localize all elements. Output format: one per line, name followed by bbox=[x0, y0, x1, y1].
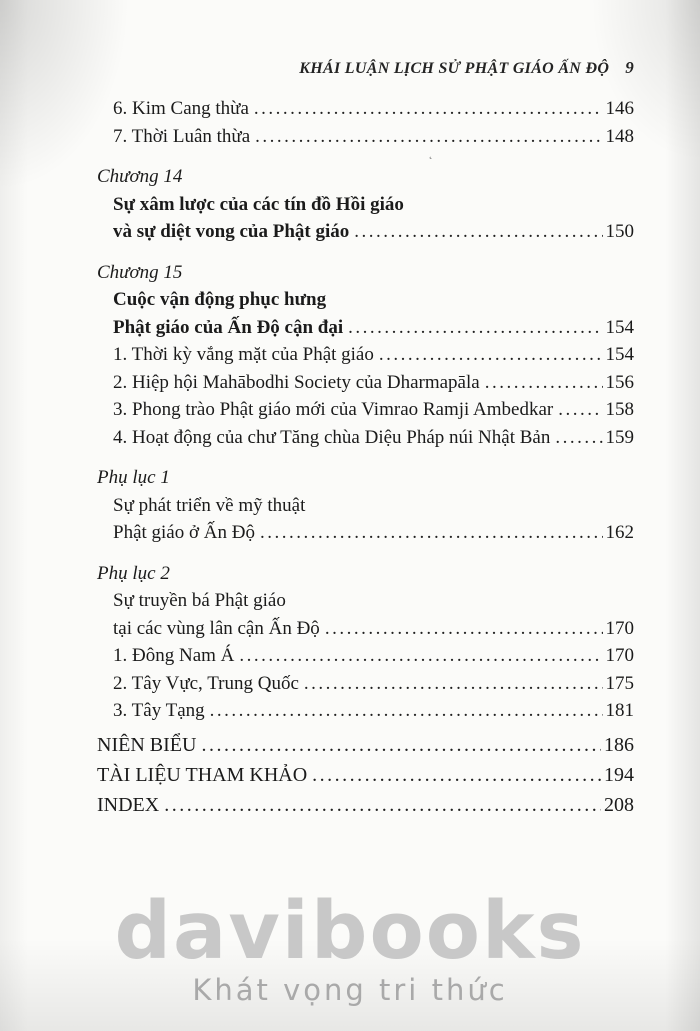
toc-dot-leader bbox=[255, 123, 602, 151]
toc-dot-leader bbox=[164, 790, 601, 820]
toc-entry-text: 6. Kim Cang thừa bbox=[113, 98, 249, 119]
running-header bbox=[97, 58, 634, 78]
toc-page-number: 150 bbox=[605, 221, 634, 242]
toc-dot-leader bbox=[485, 369, 603, 397]
toc-dot-leader bbox=[558, 396, 602, 424]
toc-chapter-title-text: Phật giáo của Ấn Độ cận đại bbox=[113, 316, 344, 338]
toc-entry bbox=[97, 424, 634, 452]
watermark-logo: davibooks bbox=[114, 885, 586, 977]
toc-entry bbox=[97, 123, 634, 151]
toc-dot-leader bbox=[354, 218, 602, 246]
toc-chapter-title-text: Sự xâm lược của các tín đồ Hồi giáo bbox=[113, 193, 404, 215]
toc-appendix-title-text: tại các vùng lân cận Ấn Độ bbox=[113, 617, 320, 639]
toc-page-number: 156 bbox=[605, 371, 634, 393]
toc-appendix-label bbox=[97, 560, 634, 588]
toc-entry bbox=[97, 369, 634, 397]
toc-dot-leader bbox=[304, 670, 603, 698]
toc-page-number: 158 bbox=[605, 399, 634, 420]
toc-entry-text: 2. Hiệp hội Mahābodhi Society của Dharmapāla bbox=[113, 371, 480, 393]
watermark-tagline: Khát vọng tri thức bbox=[192, 972, 508, 1007]
toc-backmatter-text: TÀI LIỆU THAM KHẢO bbox=[97, 763, 308, 786]
toc-page-number: 154 bbox=[605, 344, 634, 365]
toc-dot-leader bbox=[348, 314, 602, 342]
toc-entry bbox=[97, 396, 634, 424]
toc-appendix-label bbox=[97, 464, 634, 492]
toc-backmatter-text: INDEX bbox=[97, 793, 160, 816]
toc-entry-text: 1. Đông Nam Á bbox=[113, 645, 235, 666]
running-header-title: KHÁI LUẬN LỊCH SỬ PHẬT GIÁO ẤN ĐỘ bbox=[299, 60, 610, 77]
toc-backmatter-entry bbox=[97, 760, 634, 790]
toc-page-number: 194 bbox=[604, 763, 634, 786]
toc-backmatter-text: NIÊN BIỂU bbox=[97, 733, 197, 756]
toc-page-number: 175 bbox=[605, 672, 634, 694]
toc-backmatter-entry bbox=[97, 730, 634, 760]
toc-dot-leader bbox=[210, 697, 603, 725]
toc-page-number: 148 bbox=[605, 125, 634, 147]
toc-chapter-title bbox=[97, 218, 634, 246]
toc-dot-leader bbox=[379, 341, 603, 369]
toc-entry-text: 3. Tây Tạng bbox=[113, 700, 205, 721]
toc-dot-leader bbox=[325, 615, 603, 643]
toc-entry-text: 4. Hoạt động của chư Tăng chùa Diệu Pháp núi Nhật Bản bbox=[113, 426, 551, 448]
toc-chapter-label bbox=[97, 163, 634, 191]
running-header-page-number: 9 bbox=[625, 58, 634, 77]
toc-appendix-title-text: Sự phát triển về mỹ thuật bbox=[113, 494, 306, 516]
toc-page-number: 181 bbox=[605, 700, 634, 721]
toc-appendix-title-text: Sự truyền bá Phật giáo bbox=[113, 590, 286, 611]
toc-page-number: 146 bbox=[605, 98, 634, 119]
toc-page-number: 170 bbox=[605, 617, 634, 639]
toc-chapter-title bbox=[97, 191, 634, 219]
toc-appendix-title-text: Phật giáo ở Ấn Độ bbox=[113, 522, 255, 543]
toc-appendix-title bbox=[97, 492, 634, 520]
toc-entry-text: 1. Thời kỳ vắng mặt của Phật giáo bbox=[113, 344, 374, 365]
toc-appendix-title bbox=[97, 519, 634, 547]
toc-chapter-title bbox=[97, 314, 634, 342]
toc-page-number: 154 bbox=[605, 316, 634, 338]
toc-chapter-label-text: Chương 15 bbox=[97, 261, 183, 283]
toc-dot-leader bbox=[239, 642, 602, 670]
scan-speck: ˛ bbox=[429, 148, 433, 160]
publisher-watermark bbox=[0, 885, 700, 1007]
toc-entry-text: 3. Phong trào Phật giáo mới của Vimrao Ramji Ambedkar bbox=[113, 399, 554, 420]
toc-appendix-label-text: Phụ lục 1 bbox=[97, 467, 170, 488]
toc-chapter-title bbox=[97, 286, 634, 314]
toc-appendix-title bbox=[97, 615, 634, 643]
toc-backmatter-entry bbox=[97, 790, 634, 820]
toc-chapter-title-text: và sự diệt vong của Phật giáo bbox=[113, 221, 350, 242]
toc-page-number: 162 bbox=[605, 522, 634, 543]
toc-appendix-label-text: Phụ lục 2 bbox=[97, 562, 170, 584]
toc-page-number: 208 bbox=[604, 793, 634, 816]
toc-chapter-label bbox=[97, 259, 634, 287]
toc-entry bbox=[97, 341, 634, 369]
toc-entry-text: 7. Thời Luân thừa bbox=[113, 125, 251, 147]
toc-entry bbox=[97, 670, 634, 698]
toc-dot-leader bbox=[260, 519, 603, 547]
toc-entry bbox=[97, 642, 634, 670]
toc-dot-leader bbox=[201, 730, 601, 760]
toc-dot-leader bbox=[254, 95, 603, 123]
toc-entry-text: 2. Tây Vực, Trung Quốc bbox=[113, 672, 299, 694]
toc-chapter-label-text: Chương 14 bbox=[97, 166, 183, 187]
toc-page-number: 186 bbox=[604, 733, 634, 756]
table-of-contents bbox=[97, 95, 634, 820]
toc-page-number: 159 bbox=[605, 426, 634, 448]
toc-entry bbox=[97, 697, 634, 725]
toc-dot-leader bbox=[312, 760, 601, 790]
toc-page-number: 170 bbox=[605, 645, 634, 666]
toc-entry bbox=[97, 95, 634, 123]
toc-dot-leader bbox=[555, 424, 602, 452]
toc-chapter-title-text: Cuộc vận động phục hưng bbox=[113, 289, 327, 310]
toc-appendix-title bbox=[97, 587, 634, 615]
